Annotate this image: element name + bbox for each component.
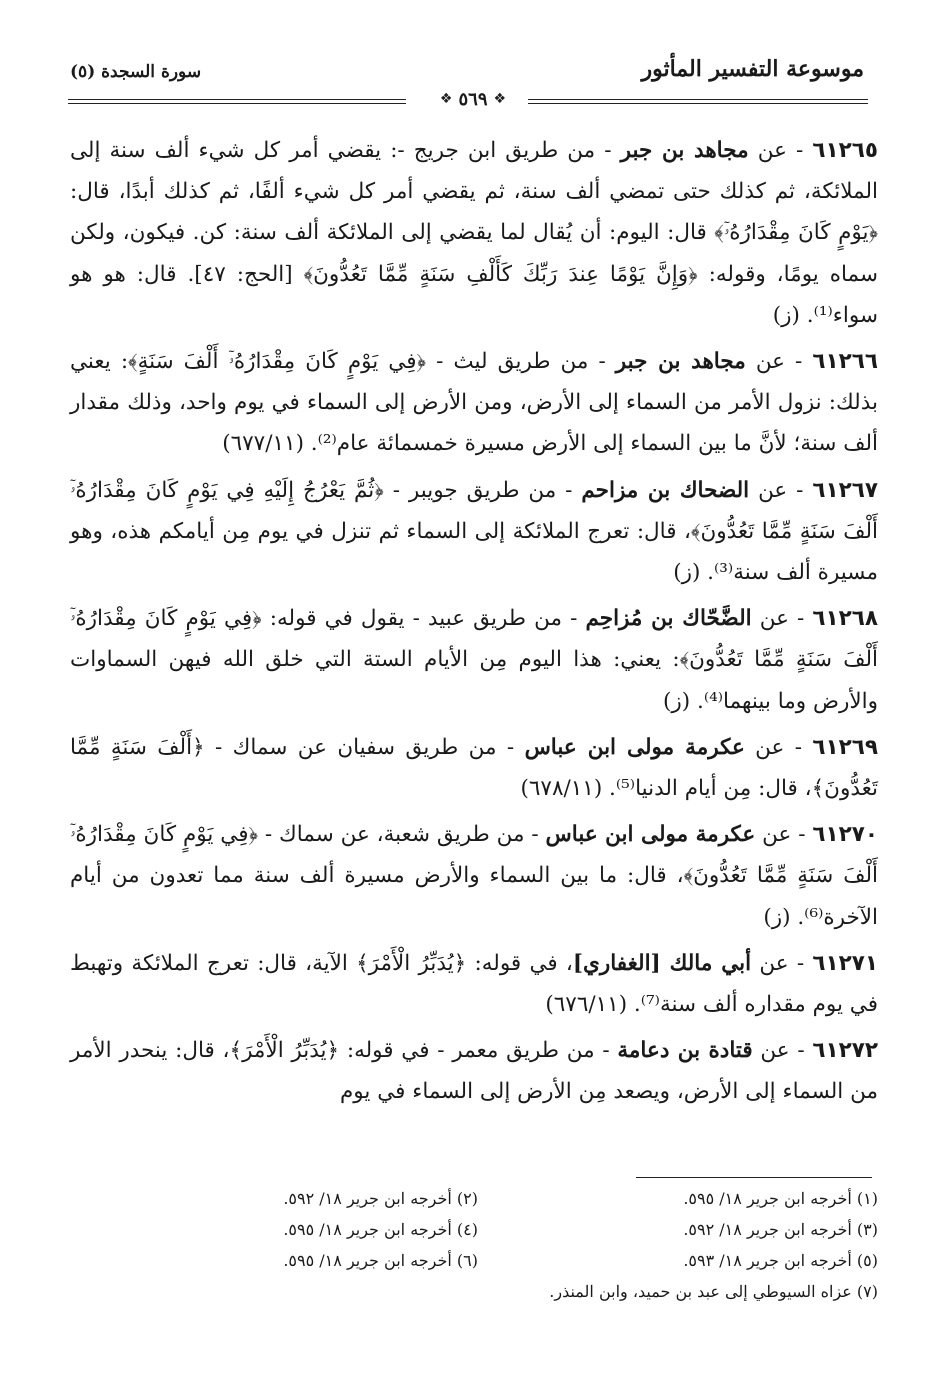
footnote: (١) أخرجه ابن جرير ١٨/ ٥٩٥. <box>683 1189 878 1208</box>
header-rule-left-2 <box>68 103 406 104</box>
entry-text: - من طريق ابن جريج -: يقضي أمر كل شيء ألف سنة إلى الملائكة، ثم كذلك حتى تمضي ألف سنة، ثم يقضي أمر كل شيء ألفًا، ثم كذلك أبدًا، قال: ﴿يَوْمٍ كَانَ مِقْدَارُهُۥٓ﴾ قال: اليوم: أن يُقال لما يقضي إلى الملائكة ألف سنة: كن. فيكون، ولكن سماه يومًا، وقوله: ﴿وَإِنَّ يَوْمًا عِندَ رَبِّكَ كَأَلْفِ سَنَةٍ مِّمَّا تَعُدُّونَ﴾ [الحج: ٤٧]. قال: هو هو سواء⁽¹⁾. (ز) <box>70 138 878 328</box>
book-title: موسوعة التفسير المأثور <box>641 56 864 82</box>
narrator-name: الضحاك بن مزاحم <box>581 477 750 503</box>
entry-number: ٦١٢٧٢ <box>812 1038 878 1064</box>
footnote: (٣) أخرجه ابن جرير ١٨/ ٥٩٢. <box>683 1220 878 1239</box>
main-text <box>70 130 878 1118</box>
entry-number: ٦١٢٦٦ <box>812 349 879 375</box>
narrator-name: أبي مالك [الغفاري] <box>572 950 752 976</box>
footnote: (٢) أخرجه ابن جرير ١٨/ ٥٩٢. <box>283 1189 478 1208</box>
entry-number: ٦١٢٦٩ <box>812 734 878 760</box>
entry-prefix: - عن <box>755 349 803 375</box>
narrator-name: مجاهد بن جبر <box>615 349 746 375</box>
entry <box>70 470 878 594</box>
entry-text: - من طريق ليث - ﴿فِي يَوْمٍ كَانَ مِقْدَارُهُۥٓ أَلْفَ سَنَةٍ﴾: يعني بذلك: نزول الأمر من السماء إلى الأرض، ومن الأرض إلى السماء في يوم واحد، وذلك مقدار ألف سنة؛ لأنَّ ما بين السماء إلى الأرض مسيرة خمسمائة عام⁽²⁾. (٦٧٧/١١) <box>70 349 878 457</box>
page-number-box <box>418 86 528 112</box>
footnote: (٧) عزاه السيوطي إلى عبد بن حميد، وابن المنذر. <box>549 1282 878 1301</box>
ornament-icon: ❖ <box>439 91 453 107</box>
entry-number: ٦١٢٦٧ <box>812 477 878 503</box>
entry-prefix: - عن <box>760 1038 805 1064</box>
entry-prefix: - عن <box>758 477 804 503</box>
entry-prefix: - عن <box>759 606 805 632</box>
entry-number: ٦١٢٦٨ <box>812 606 878 632</box>
entry-prefix: - عن <box>755 734 802 760</box>
entry <box>70 341 878 465</box>
narrator-name: قتادة بن دعامة <box>617 1038 753 1064</box>
entry <box>70 1030 878 1112</box>
footnote-separator <box>636 1177 872 1178</box>
entry <box>70 943 878 1025</box>
narrator-name: مجاهد بن جبر <box>620 138 749 163</box>
surah-label: سورة السجدة (٥) <box>70 62 202 82</box>
entry-text: - من طريق سفيان عن سماك - ﴿أَلْفَ سَنَةٍ مِّمَّا تَعُدُّونَ﴾، قال: مِن أيام الدنيا⁽⁵⁾. (٦٧٨/١١) <box>70 734 878 802</box>
footnote: (٥) أخرجه ابن جرير ١٨/ ٥٩٣. <box>683 1251 878 1270</box>
header-rule-left <box>68 99 406 100</box>
narrator-name: عكرمة مولى ابن عباس <box>524 734 745 760</box>
entry <box>70 727 878 809</box>
footnotes <box>70 1183 878 1307</box>
header-rule-right-2 <box>528 103 868 104</box>
entry-text: - من طريق عبيد - يقول في قوله: ﴿فِي يَوْمٍ كَانَ مِقْدَارُهُۥٓ أَلْفَ سَنَةٍ مِّمَّا تَعُدُّونَ﴾: يعني: هذا اليوم مِن الأيام الستة التي خلق الله فيهن السماوات والأرض وما بينهما⁽⁴⁾. (ز) <box>70 606 878 714</box>
entry-number: ٦١٢٧١ <box>812 950 879 976</box>
header-rule-right <box>528 99 868 100</box>
entry <box>70 814 878 938</box>
narrator-name: عكرمة مولى ابن عباس <box>545 822 756 848</box>
entry-prefix: - عن <box>757 138 804 163</box>
entry-text: - من طريق جويبر - ﴿ثُمَّ يَعْرُجُ إِلَيْهِ فِي يَوْمٍ كَانَ مِقْدَارُهُۥٓ أَلْفَ سَنَةٍ مِّمَّا تَعُدُّونَ﴾، قال: تعرج الملائكة إلى السماء ثم تنزل في يوم مِن أيامكم هذه، وهو مسيرة ألف سنة⁽³⁾. (ز) <box>70 477 878 586</box>
entry-text: - من طريق شعبة، عن سماك - ﴿فِي يَوْمٍ كَانَ مِقْدَارُهُۥٓ أَلْفَ سَنَةٍ مِّمَّا تَعُدُّونَ﴾، قال: ما بين السماء والأرض مسيرة ألف سنة مما تعدون من أيام الآخرة⁽⁶⁾. (ز) <box>70 822 878 930</box>
entry-number: ٦١٢٧٠ <box>812 822 878 848</box>
entry <box>70 598 878 722</box>
entry-prefix: - عن <box>762 822 806 848</box>
narrator-name: الضَّحّاك بن مُزاحِم <box>585 606 752 632</box>
page-number: ٥٦٩ <box>458 88 488 110</box>
footnote: (٤) أخرجه ابن جرير ١٨/ ٥٩٥. <box>283 1220 478 1239</box>
entry-text: ، في قوله: ﴿يُدَبِّرُ الْأَمْرَ﴾ الآية، قال: تعرج الملائكة وتهبط في يوم مقداره ألف سنة⁽⁷⁾. (٦٧٦/١١) <box>70 950 878 1018</box>
footnote: (٦) أخرجه ابن جرير ١٨/ ٥٩٥. <box>283 1251 478 1270</box>
entry <box>70 130 878 336</box>
entry-prefix: - عن <box>759 950 805 976</box>
entry-number: ٦١٢٦٥ <box>812 138 878 163</box>
ornament-icon: ❖ <box>493 91 507 107</box>
entry-text: - من طريق معمر - في قوله: ﴿يُدَبِّرُ الْأَمْرَ﴾، قال: ينحدر الأمر من السماء إلى الأرض، ويصعد مِن الأرض إلى السماء في يوم <box>70 1038 878 1105</box>
